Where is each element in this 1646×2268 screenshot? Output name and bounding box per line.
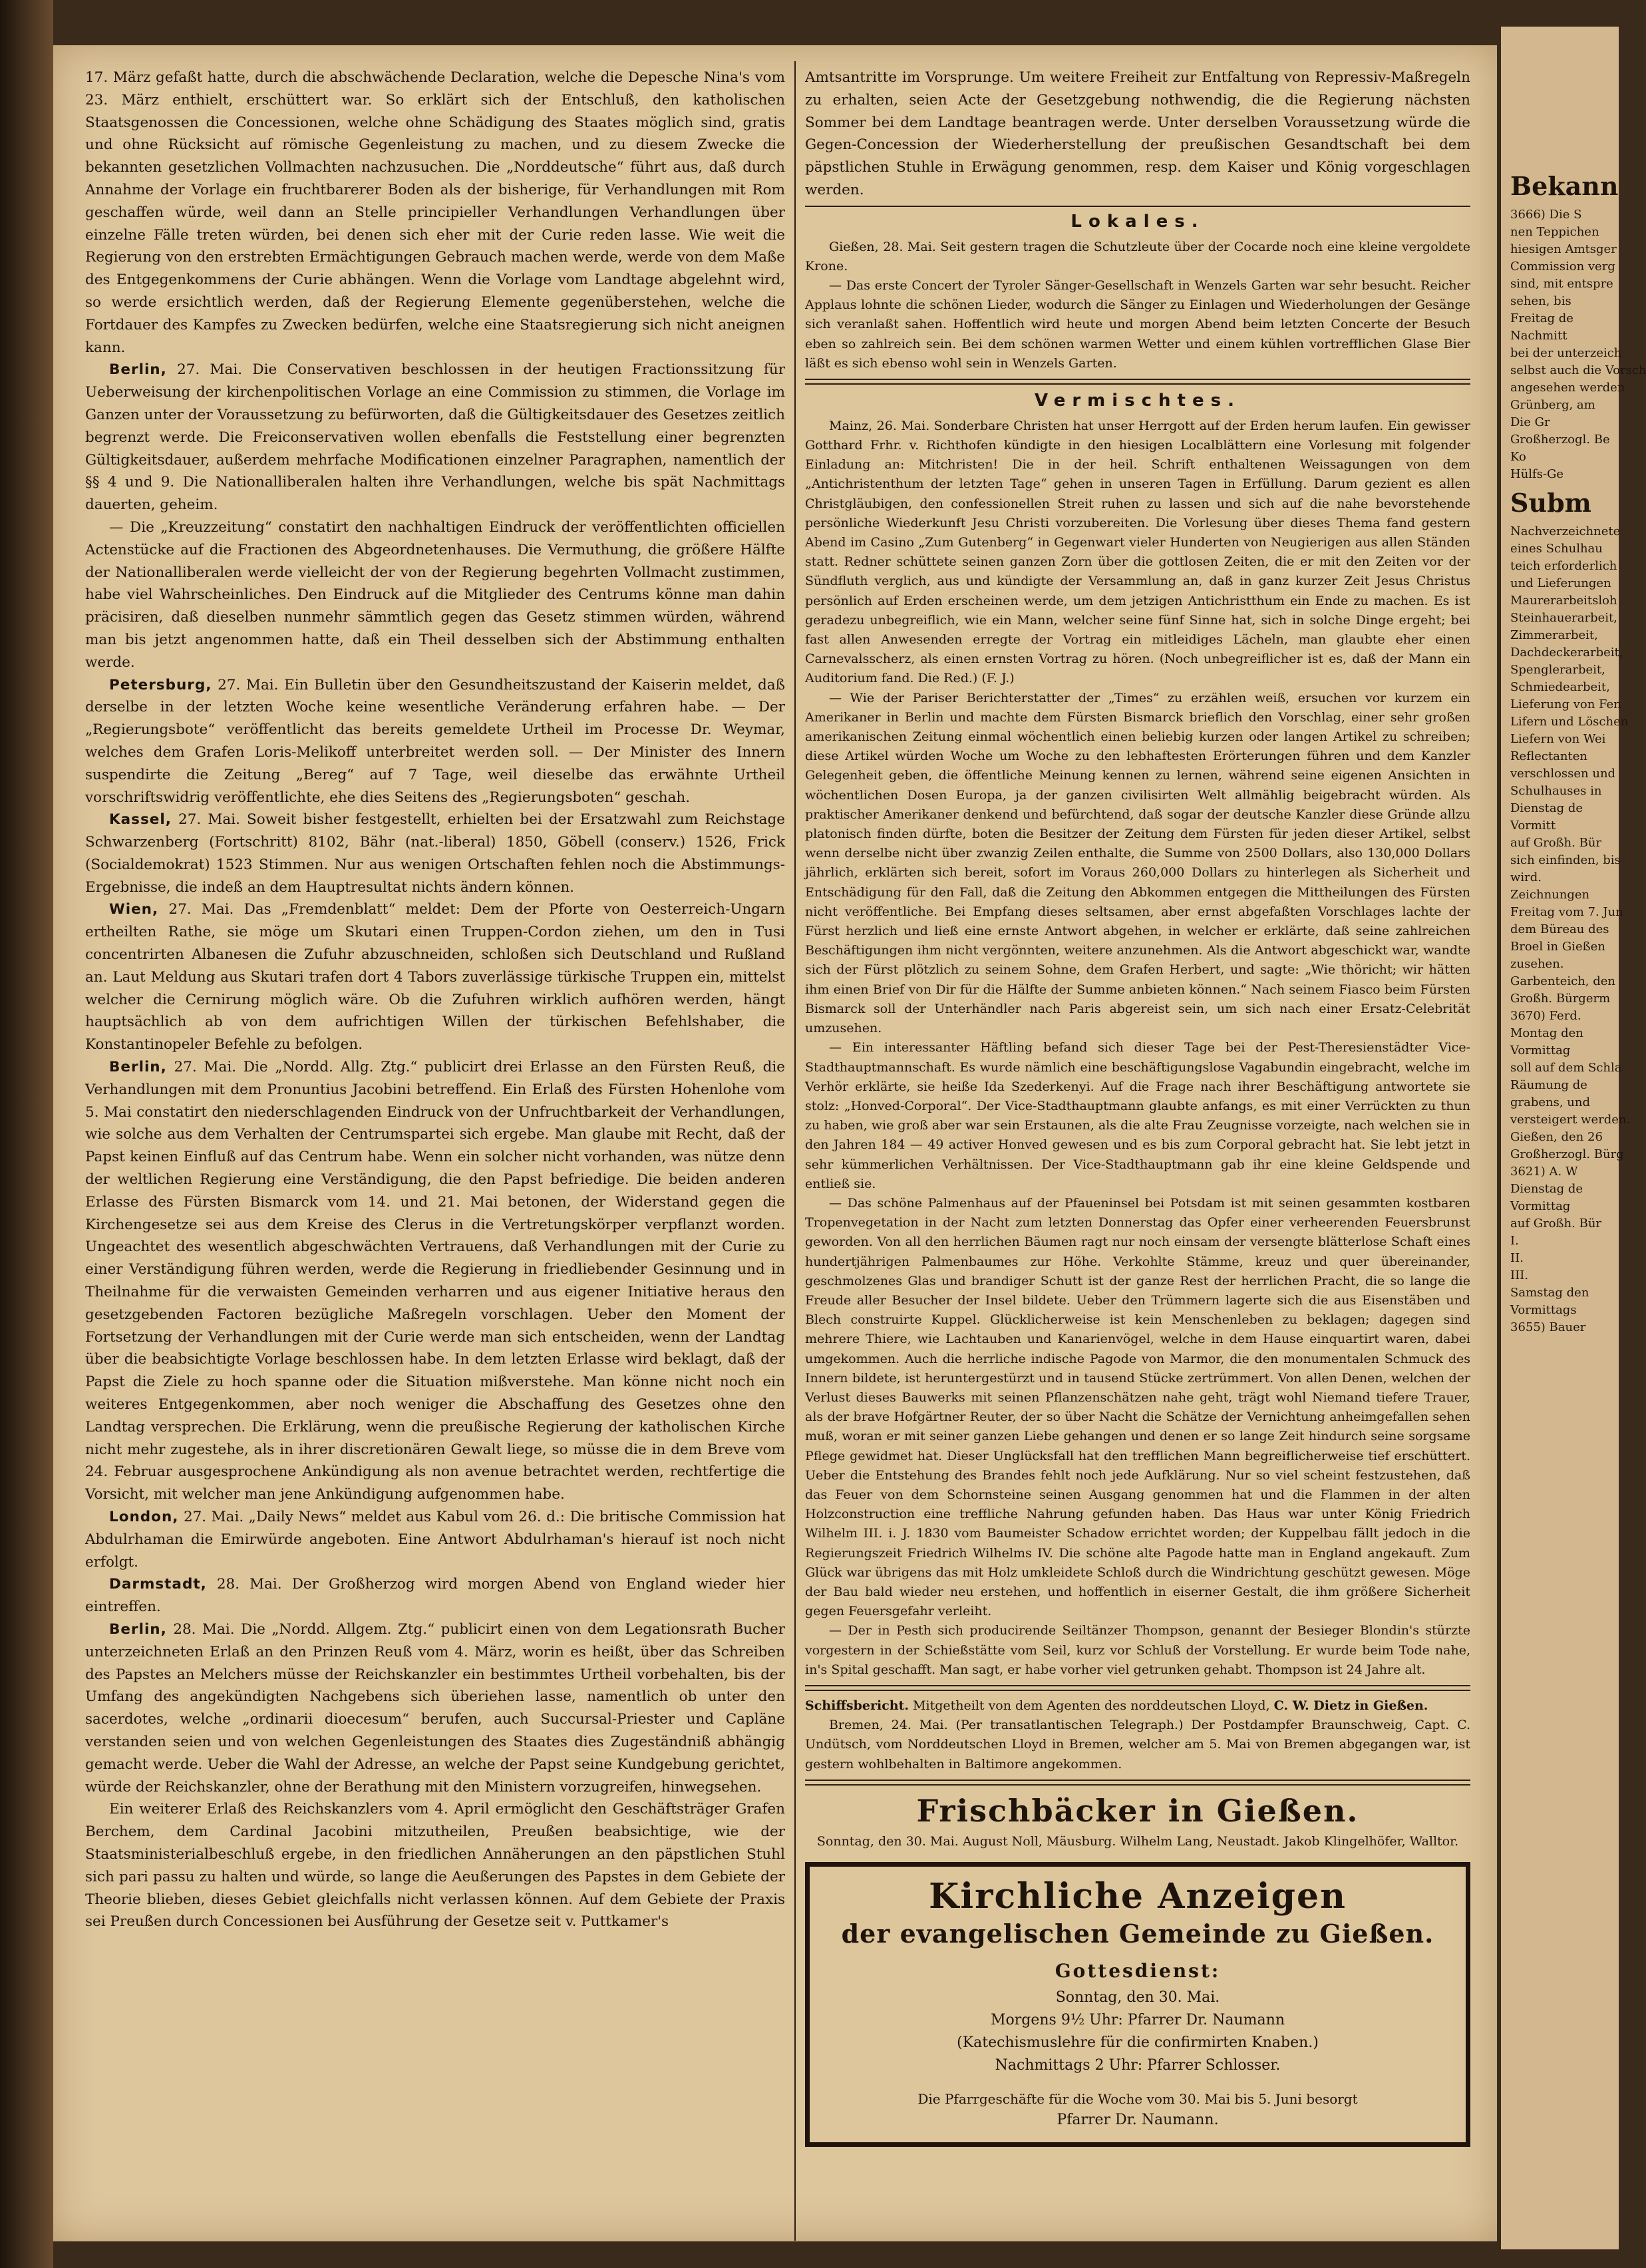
dateline-city: Berlin, bbox=[109, 361, 167, 379]
adjacent-text-line: 3621) A. W bbox=[1510, 1165, 1578, 1179]
adjacent-text-line: Dachdeckerarbeit, bbox=[1510, 646, 1623, 660]
adjacent-text-line: Freitag vom 7. Jun bbox=[1510, 905, 1623, 919]
adjacent-text-line: Vormittag bbox=[1510, 1043, 1571, 1057]
church-service-heading: Gottesdienst: bbox=[1055, 1960, 1221, 1983]
dateline-city: Kassel, bbox=[109, 811, 172, 829]
schiffsbericht-intro: Mitgetheilt von dem Agenten des norddeutschen Lloyd, bbox=[913, 1698, 1270, 1713]
news-text: 27. Mai. Das „Fremdenblatt“ meldet: Dem der Pforte von Oesterreich-Ungarn ertheilten Rathe, sie möge um Skutari einen Truppen-Cordon ziehen, um den in Tusi concentrirten Albanesen die Zufuhr abzuschneiden, schloßen sich Deutschland und Rußland an. Laut Meldung aus Skutari trafen dort 4 Tabors zuverlässige türkische Truppen ein, mittelst welcher die Cernirung möglich wäre. Ob die Zufuhren wirklich aufhören werden, hängt hauptsächlich ab von dem aufrichtigen Willen der türkischen Befehlshaber, die Konstantinopeler Befehle zu befolgen. bbox=[85, 901, 786, 1053]
adjacent-text-line: Gießen, den 26 bbox=[1510, 1130, 1603, 1144]
news-item: Gießen, 28. Mai. Seit gestern tragen die Schutzleute über der Cocarde noch eine kleine vergoldete Krone. bbox=[805, 239, 1470, 274]
news-text: 27. Mai. Ein Bulletin über den Gesundheitszustand der Kaiserin meldet, daß derselbe in der letzten Woche keine wesentliche Veränderung erfahren habe. — Der „Regierungsbote“ veröffentlicht das bereits gemeldete Urtheil im Processe Dr. Weymar, welches dem Grafen Loris-Melikoff unterbreitet werden soll. — Der Minister des Innern suspendirte die Zeitung „Bereg“ auf 7 Tage, weil dieselbe das erwähnte Urtheil vorschriftswidrig veröffentlichte, ehe dies Seitens des „Regierungsboten“ geschah. bbox=[85, 676, 785, 806]
adjacent-text-line: Ko bbox=[1510, 450, 1526, 464]
adjacent-text-line: Liefern von Wei bbox=[1510, 732, 1606, 746]
adjacent-text-line: teich erforderlich bbox=[1510, 559, 1617, 573]
dateline-city: Berlin, bbox=[109, 1620, 167, 1638]
adjacent-text-line: auf Großh. Bür bbox=[1510, 1217, 1602, 1230]
church-notice-title: Kirchliche Anzeigen bbox=[929, 1876, 1347, 1917]
news-text: 27. Mai. Die Conservativen beschlossen in der heutigen Fractionssitzung für Ueberweisung der kirchenpolitischen Vorlage an eine Commission zu stimmen, die Vorlage im Ganzen unter der Voraussetzung zu befürworten, daß die Gültigkeitsdauer des Gesetzes zeitlich begrenzt werde. Die Freiconservativen wollen ebenfalls die Feststellung einer begrenzten Gültigkeitsdauer, außerdem mehrfache Modificationen einzelner Paragraphen, namentlich der §§ 4 und 9. Die Nationalliberalen halten ihre Verhandlungen, welche bis spät Nachmittags dauerten, geheim. bbox=[85, 361, 785, 514]
adjacent-text-line: Großh. Bürgerm bbox=[1510, 992, 1611, 1006]
adjacent-text-line: Spenglerarbeit, bbox=[1510, 663, 1605, 677]
adjacent-text-line: bei der unterzeich bbox=[1510, 346, 1622, 360]
news-item: — Der in Pesth sich producirende Seiltänzer Thompson, genannt der Besieger Blondin's stürzte vorgestern in der Schießstätte vom Seil, kurz vor Schluß der Vorstellung. Er wurde beim Tode nahe, in's Spital geschafft. Man sagt, er habe vorher viel getrunken gehabt. Thompson ist 24 Jahre alt. bbox=[805, 1623, 1470, 1677]
news-item bbox=[85, 898, 785, 1056]
adjacent-text-line: II. bbox=[1510, 1251, 1524, 1265]
news-text: — Die „Kreuzzeitung“ constatirt den nachhaltigen Eindruck der veröffentlichten officiellen Actenstücke auf die Fractionen des Abgeordnetenhauses. Die Vermuthung, die größere Hälfte der Nationalliberalen werde vielleicht der von der Regierung begehrten Vollmacht zustimmen, habe viel Wahrscheinliches. Den Eindruck auf die Mitglieder des Centrums könne man dahin präcisiren, daß dieselben nunmehr sämmtlich gegen das Gesetz stimmen würden, während man bis jetzt angenommen hatte, daß ein Theil desselben sich der Abstimmung enthalten werde. bbox=[85, 518, 785, 671]
adjacent-text-line: I. bbox=[1510, 1234, 1519, 1248]
adjacent-text-line: dem Büreau des bbox=[1510, 922, 1609, 936]
right-column bbox=[805, 67, 1470, 2147]
dateline-city: Berlin, bbox=[109, 1059, 167, 1076]
church-notice-box bbox=[805, 1862, 1470, 2147]
adjacent-text-line: Nachverzeichnete bbox=[1510, 524, 1621, 538]
adjacent-text-line: sehen, bis bbox=[1510, 294, 1571, 308]
adjacent-text-line: selbst auch die Vorsch bbox=[1510, 363, 1646, 377]
news-item: — Das schöne Palmenhaus auf der Pfaueninsel bei Potsdam ist mit seinen gesammten kostbaren Tropenvegetation in der Nacht zum letzten Donnerstag das Opfer einer verheerenden Feuersbrunst geworden. Von all den herrlichen Bäumen ragt nur noch einsam der versengte blätterlose Schaft eines hundertjährigen Palmenbaumes zur Höhe. Verkohlte Stämme, kreuz und quer übereinander, geschmolzenes Glas und brandiger Schutt ist der ganze Rest der herrlichen Pracht, die so lange die Freude aller Besucher der Insel bildete. Ueber den Trümmern lagerte sich die aus Eisenstäben und Blech construirte Kuppel. Glücklicherweise ist kein Menschenleben zu beklagen; dagegen sind mehrere Thiere, wie Lachtauben und Kanarienvögel, welche in dem Hause einquartirt waren, dabei umgekommen. Auch die herrliche indische Pagode von Marmor, die den monumentalen Schmuck des Innern bildete, ist heruntergestürzt und in tausend Stücke zertrümmert. Von allen Denen, welchen der Verlust dieses Bauwerks mit seinen Pflanzenschätzen nahe geht, trägt wohl Niemand tiefere Trauer, als der brave Hofgärtner Reuter, der so über Nacht die Schätze der Vernichtung anheimgefallen sehen muß, woran er mit seiner ganzen Liebe gehangen und denen er so lange Zeit hindurch seine sorgsame Pflege gewidmet hat. Dieser Unglücksfall hat den trefflichen Mann begreiflicherweise tief erschüttert. Ueber die Entstehung des Brandes fehlt noch jede Aufklärung. Nur so viel scheint festzustehen, daß das Feuer von dem Schornsteine seinen Ausgang genommen hat und die Flammen in der alten Holzconstruction eine treffliche Nahrung gefunden haben. Das Haus war unter König Friedrich Wilhelm III. i. J. 1830 vom Baumeister Schadow errichtet worden; der Kuppelbau fällt jedoch in die Regierungszeit Friedrich Wilhelms IV. Die schöne alte Pagode hatte man in England angekauft. Zum Glück war übrigens das mit Holz umkleidete Schloß durch die Windrichtung geschützt gewesen. Möge der Bau bald wieder neu erstehen, und hoffentlich in eiserner Gestalt, die ihm größere Sicherheit gegen Feuersgefahr verleiht. bbox=[805, 1195, 1470, 1619]
vermischtes-heading: Vermischtes. bbox=[1035, 391, 1241, 411]
adjacent-text-line: III. bbox=[1510, 1268, 1529, 1282]
adjacent-text-line: Vormittag bbox=[1510, 1199, 1571, 1213]
adjacent-text-line: Lifern und Löschen bbox=[1510, 715, 1629, 729]
schiffsbericht bbox=[805, 1696, 1470, 1774]
adjacent-text-line: Freitag de bbox=[1510, 311, 1573, 325]
news-item bbox=[85, 1798, 785, 1933]
news-item bbox=[85, 674, 785, 809]
adjacent-text-line: Zimmerarbeit, bbox=[1510, 628, 1598, 642]
adjacent-text-line: angesehen werden bbox=[1510, 381, 1625, 395]
church-service-morning-note: (Katechismuslehre für die confirmirten Knaben.) bbox=[957, 2034, 1319, 2051]
adjacent-text-line: Großherzogl. Be bbox=[1510, 433, 1610, 447]
church-service-morning: Morgens 9½ Uhr: Pfarrer Dr. Naumann bbox=[991, 2011, 1285, 2028]
book-spine bbox=[0, 0, 53, 2268]
dateline-city: London, bbox=[109, 1509, 179, 1525]
adjacent-text-line: Lieferung von Fen bbox=[1510, 697, 1621, 711]
adjacent-text-line: 3655) Bauer bbox=[1510, 1320, 1586, 1334]
adjacent-text-line: Reflectanten bbox=[1510, 749, 1587, 763]
adjacent-text-line: Räumung de bbox=[1510, 1078, 1587, 1092]
lokales-heading: Lokales. bbox=[1070, 211, 1205, 232]
adjacent-text-line: auf Großh. Bür bbox=[1510, 836, 1602, 850]
schiffsbericht-text: Bremen, 24. Mai. (Per transatlantischen Telegraph.) Der Postdampfer Braunschweig, Capt. C. Undütsch, vom Norddeutschen Lloyd in Bremen, welcher am 5. Mai von Bremen abgegangen war, ist gestern wohlbehalten in Baltimore angekommen. bbox=[805, 1718, 1470, 1772]
adjacent-text-line: Maurerarbeitsloh bbox=[1510, 594, 1617, 608]
news-item bbox=[85, 359, 785, 516]
news-item bbox=[85, 516, 785, 674]
adjacent-text-line: Bekann bbox=[1510, 171, 1619, 201]
divider bbox=[805, 1780, 1470, 1786]
news-text: 27. Mai. „Daily News“ meldet aus Kabul vom 26. d.: Die britische Commission hat Abdulrhaman die Emirwürde angeboten. Eine Antwort Abdulrhaman's hierauf ist noch nicht erfolgt. bbox=[85, 1509, 785, 1571]
adjacent-text-line: Schulhauses in bbox=[1510, 784, 1602, 798]
adjacent-text-line: versteigert werden. bbox=[1510, 1113, 1631, 1127]
adjacent-text-line: Samstag den bbox=[1510, 1286, 1589, 1300]
adjacent-text-line: Dienstag de bbox=[1510, 1182, 1583, 1196]
news-item: — Wie der Pariser Berichterstatter der „Times“ zu erzählen weiß, ersuchen vor kurzem ein Amerikaner in Berlin und machte dem Fürsten Bismarck brieflich den Vorschlag, einer sehr großen amerikanischen Zeitung einmal wöchentlich einen beliebig kurzen oder langen Artikel zu schreiben; diese Artikel würden Woche um Woche zu den lebhaftesten Erörterungen führen und dem Kanzler Gelegenheit geben, die öffentliche Meinung kennen zu lernen, während seine eigenen Ansichten in wöchentlichen Dosen Europa, ja der ganzen civilisirten Welt allmählig beigebracht würden. Als praktischer Amerikaner denkend und befürchtend, daß sogar der deutsche Kanzler diese Gründe allzu platonisch finden dürfte, boten die Besitzer der Zeitung dem Fürsten für jeden dieser Artikel, selbst wenn derselbe nicht über zwanzig Zeilen enthalte, die Summe von 2500 Dollars, also 130,000 Dollars jährlich, erklärten sich bereit, sofort im Voraus 260,000 Dollars zu hinterlegen als Sicherheit und Entschädigung für den Fall, daß die Zeitung den Abkommen entgegen die Mittheilungen des Fürsten nicht veröffentliche. Bei Empfang dieses seltsamen, aber ernst abgefaßten Vorschlages lachte der Fürst herzlich und ließ eine ernste Antwort abgehen, in welcher er erklärte, daß seine zahlreichen Beschäftigungen ihm nicht vergönnten, weitere anzunehmen. Als die Antwort abgeschickt war, wandte sich der Fürst plötzlich zu seinem Sohne, dem Grafen Herbert, und sagte: „Wie thöricht; wir hätten ihm einen Brief von Dir für die Hälfte der Summe anbieten können.“ Nach seinem Fiasco beim Fürsten Bismarck soll der Unterhändler nach Paris abgereist sein, um sich nach einer Ersatz-Celebrität umzusehen. bbox=[805, 690, 1470, 1036]
news-text: 17. März gefaßt hatte, durch die abschwächende Declaration, welche die Depesche Nina's vom 23. März enthielt, erschüttert war. So erklärt sich der Entschluß, den katholischen Staatsgenossen die Concessionen, welche ohne Schädigung des Staates möglich sind, gratis und ohne Rücksicht auf römische Gegenleistung zu machen, und zu diesem Zwecke die bekannten gesetzlichen Vollmachten nachzusuchen. Die „Norddeutsche“ führt aus, daß durch Annahme der Vorlage ein fruchtbarerer Boden als der bisherige, für Verhandlungen mit Rom geschaffen würde, weil dann an Stelle principieller Verhandlungen Verhandlungen über einzelne Fälle treten würden, bei denen sich eher mit der Curie reden lasse. Wie weit die Regierung von den erstrebten Ermächtigungen Gebrauch machen werde, werde von dem Maße des Entgegenkommens der Curie abhängen. Wenn die Vorlage vom Landtage abgelehnt wird, so werde ersichtlich werden, daß der Regierung Elemente gegenüberstehen, welche die Fortdauer des Kampfes zu Zwecken bedürfen, welche eine Staatsregierung sich nicht aneignen kann. bbox=[85, 69, 785, 356]
adjacent-text-line: Steinhauerarbeit, bbox=[1510, 611, 1617, 625]
adjacent-text-line: sind, mit entspre bbox=[1510, 277, 1613, 291]
adjacent-text-line: Nachmitt bbox=[1510, 329, 1567, 343]
adjacent-text-line: soll auf dem Schla bbox=[1510, 1061, 1622, 1075]
adjacent-text-line: wird. bbox=[1510, 870, 1542, 884]
adjacent-text-line: Vormitt bbox=[1510, 819, 1556, 833]
divider bbox=[805, 379, 1470, 385]
adjacent-text-line: nen Teppichen bbox=[1510, 225, 1599, 239]
news-item bbox=[85, 1618, 785, 1798]
adjacent-text-line: Hülfs-Ge bbox=[1510, 467, 1564, 481]
frischbaecker-line: Sonntag, den 30. Mai. August Noll, Mäusburg. Wilhelm Lang, Neustadt. Jakob Klingelhöfer, Walltor. bbox=[816, 1833, 1459, 1849]
adjacent-text-line: Vormittags bbox=[1510, 1303, 1577, 1317]
schiffsbericht-agent: C. W. Dietz in Gießen. bbox=[1273, 1698, 1428, 1713]
adjacent-text-line: hiesigen Amtsger bbox=[1510, 242, 1617, 256]
dateline-city: Petersburg, bbox=[109, 676, 212, 693]
adjacent-text-line: Die Gr bbox=[1510, 415, 1550, 429]
news-text: 28. Mai. Der Großherzog wird morgen Abend von England wieder hier eintreffen. bbox=[85, 1576, 785, 1616]
adjacent-page-edge bbox=[1497, 27, 1646, 2249]
adjacent-text-line: 3666) Die S bbox=[1510, 208, 1582, 222]
adjacent-text-line: Grünberg, am bbox=[1510, 398, 1595, 412]
column-rule bbox=[794, 61, 796, 2241]
adjacent-text-line: und Lieferungen bbox=[1510, 576, 1611, 590]
lokales-list bbox=[805, 238, 1470, 373]
church-service-afternoon: Nachmittags 2 Uhr: Pfarrer Schlosser. bbox=[995, 2056, 1281, 2074]
adjacent-text-line: eines Schulhau bbox=[1510, 542, 1603, 556]
news-item: — Ein interessanter Häftling befand sich dieser Tage bei der Pest-Theresienstädter Vice-Stadthauptmannschaft. Es wurde nämlich eine beschäftigungslose Vagabundin eingebracht, welche im Verhör erklärte, sie heiße Ida Szederkenyi. Auf die Frage nach ihrer Beschäftigung antwortete sie stolz: „Honved-Corporal“. Der Vice-Stadthauptmann glaubte anfangs, es mit einer Verrückten zu thun zu haben, wie groß aber war sein Erstaunen, als die alte Frau Zeugnisse vorzeigte, nach welchen sie in den Jahren 184 — 49 activer Honved gewesen und es bis zum Corporal gebracht hat. Sie lebt jetzt in sehr kümmerlichen Verhältnissen. Der Vice-Stadthauptmann gab ihr eine kleine Geldspende und entließ sie. bbox=[805, 1040, 1470, 1191]
news-item: Mainz, 26. Mai. Sonderbare Christen hat unser Herrgott auf der Erden herum laufen. Ein gewisser Gotthard Frhr. v. Richthofen kündigte in den hiesigen Localblättern eine Vorlesung mit folgender Einladung an: Mitchristen! Die in der heil. Schrift enthaltenen Weissagungen von dem „Antichristenthum der letzten Tage“ gehen in unseren Tagen in Erfüllung. Darum gezient es allen Christgläubigen, den confessionellen Streit ruhen zu lassen und sich auf die nahe bevorstehende persönliche Wiederkunft Jesu Christi vorzubereiten. Die Vorlesung über dieses Thema fand gestern Abend im Casino „Zum Gutenberg“ in Gegenwart vieler Hunderten von Neugierigen aus allen Ständen statt. Redner schüttete seinen ganzen Zorn über die gottlosen Zeiten, die er mit den Zeiten vor der Sündfluth verglich, aus und kündigte der Versammlung an, daß in ganz kurzer Zeit Jesus Christus persönlich auf Erden erscheinen werde, um dem jetzigen Antichristthum ein Ende zu machen. Es ist geradezu unbegreiflich, wie ein Mann, welcher seine fünf Sinne hat, sich in solche Dinge ergeht; bei fast allen Anwesenden erregte der Vortrag ein mitleidiges Lächeln, man glaubte eher einen Carnevalsscherz, als einen ernsten Vortrag zu hören. (Noch unbegreiflicher ist es, daß der Mann ein Auditorium fand. Die Red.) (F. J.) bbox=[805, 418, 1470, 686]
news-item bbox=[85, 1506, 785, 1573]
adjacent-text-line: sich einfinden, bis bbox=[1510, 853, 1621, 867]
schiffsbericht-label: Schiffsbericht. bbox=[805, 1698, 909, 1713]
church-office-pastor: Pfarrer Dr. Naumann. bbox=[1057, 2111, 1219, 2128]
news-text: 27. Mai. Soweit bisher festgestellt, erhielten bei der Ersatzwahl zum Reichstage Schwarzenberg (Fortschritt) 8102, Bähr (nat.-liberal) 1850, Göbell (conserv.) 1526, Frick (Socialdemokrat) 1523 Stimmen. Nur aus wenigen Ortschaften fehlen noch die Abstimmungs-Ergebnisse, die indeß an dem Hauptresultat nichts ändern können. bbox=[85, 811, 785, 896]
church-office-note: Die Pfarrgeschäfte für die Woche vom 30. Mai bis 5. Juni besorgt bbox=[917, 2090, 1358, 2107]
news-item bbox=[85, 1573, 785, 1618]
adjacent-text-line: Subm bbox=[1510, 488, 1591, 518]
adjacent-text-line: Dienstag de bbox=[1510, 801, 1583, 815]
news-item bbox=[85, 1056, 785, 1506]
continued-article: Amtsantritte im Vorsprunge. Um weitere Freiheit zur Entfaltung von Repressiv-Maßregeln zu erhalten, seien Acte der Gesetzgebung nothwendig, die die Regierung nächsten Sommer bei dem Landtage beantragen werde. Unter derselben Voraussetzung würde die Gegen-Concession der Wiederherstellung der preußischen Gesandtschaft bei dem päpstlichen Stuhle in Erwägung genommen, resp. dem Kaiser und König vorgeschlagen werden. bbox=[805, 69, 1470, 198]
adjacent-text-line: grabens, und bbox=[1510, 1095, 1591, 1109]
dateline-city: Wien, bbox=[109, 901, 159, 918]
divider bbox=[805, 206, 1470, 207]
adjacent-text-line: verschlossen und bbox=[1510, 767, 1616, 781]
news-item: — Das erste Concert der Tyroler Sänger-Gesellschaft in Wenzels Garten war sehr besucht. Reicher Applaus lohnte die schönen Lieder, wodurch die Sänger zu Einlagen und Wiederholungen der Gesänge sich veranlaßt sahen. Hoffentlich wird heute und morgen Abend beim letzten Concerte der Besuch eben so zahlreich sein. Bei dem schönen warmen Wetter und einem kühlen vortrefflichen Glase Bier läßt es sich ebenso wohl sein in Wenzels Garten. bbox=[805, 278, 1470, 371]
adjacent-text-line: 3670) Ferd. bbox=[1510, 1009, 1581, 1023]
church-service-date: Sonntag, den 30. Mai. bbox=[1055, 1988, 1220, 2006]
news-item bbox=[85, 809, 785, 898]
adjacent-text-line: Zeichnungen bbox=[1510, 888, 1590, 902]
left-column bbox=[85, 67, 785, 1933]
vermischtes-list bbox=[805, 417, 1470, 1680]
news-text: 28. Mai. Die „Nordd. Allgem. Ztg.“ publicirt einen von dem Legationsrath Bucher unterzeichneten Erlaß an den Prinzen Reuß vom 4. März, worin es heißt, über das Schreiben des Papstes an Melchers müsse der Reichskanzler ein bestimmtes Urtheil vorbehalten, bis der Umfang des angekündigten Nachgebens sich überiehen lasse, namentlich ob unter den sacerdotes, welche „ordinarii dioecesum“ berufen, auch Succursal-Priester und Capläne verstanden seien und von welchen Gegenleistungen des Staates dies Zugeständniß abhängig gemacht werde. Ueber die Wahl der Adresse, an welche der Papst seine Kundgebung gerichtet, würde der Reichskanzler, ohne der Berathung mit den Ministern vorzugreifen, hinwegsehen. bbox=[85, 1620, 785, 1796]
divider bbox=[805, 1685, 1470, 1691]
adjacent-text-line: Montag den bbox=[1510, 1026, 1583, 1040]
adjacent-text-line: Schmiedearbeit, bbox=[1510, 680, 1610, 694]
adjacent-text-line: Broel in Gießen bbox=[1510, 940, 1605, 954]
adjacent-page-text bbox=[1501, 27, 1646, 1336]
adjacent-text-line: Großherzogl. Bürg bbox=[1510, 1147, 1624, 1161]
news-text: 27. Mai. Die „Nordd. Allg. Ztg.“ publicirt drei Erlasse an den Fürsten Reuß, die Verhandlungen mit dem Pronuntius Jacobini betreffend. Ein Erlaß des Fürsten Hohenlohe vom 5. Mai constatirt den niederschlagenden Eindruck von der Unfruchtbarkeit der Verhandlungen, wie solche aus dem Verhalten der Centrumspartei sich ergebe. Man glaube mit Recht, daß der Papst keinen Einfluß auf das Centrum habe. Wenn ein solcher nicht vorhanden, was nütze denn der weltlichen Regierung eine Verständigung, die den Papst befriedige. Die beiden anderen Erlasse des Fürsten Bismarck vom 14. und 21. Mai betonen, der Widerstand gegen die Kirchengesetze sei aus dem Kreise des Clerus in die Vertretungskörper verpflanzt worden. Ungeachtet des wesentlich abgeschwächten Vertrauens, daß Verhandlungen mit der Curie zu einer Verständigung führen werden, werde die Regierung in friedliebender Gesinnung und in Theilnahme für die verwaisten Gemeinden verharren und aus eigener Initiative heraus den gesetzgebenden Factoren bezügliche Maßregeln vorschlagen. Ueber den Moment der Fortsetzung der Verhandlungen mit der Curie werde man sich entscheiden, wenn der Landtag über die beabsichtigte Vorlage beschlossen habe. In dem letzten Erlasse wird beklagt, daß der Papst die Ziele zu hoch spanne oder die Situation mißverstehe. Man könne nicht noch ein weiteres Entgegenkommen, aber noch weniger die Abschaffung des Gesetzes ohne den Landtag versprechen. Die Erklärung, wenn die preußische Regierung der katholischen Kirche nicht mehr zugestehe, als in ihrer discretionären Gewalt liege, so müsse die in dem Breve vom 24. Februar ausgesprochene Ankündigung als non avenue betrachtet werden, rechtfertige die Vorsicht, mit welcher man jene Ankündigung aufgenommen habe. bbox=[85, 1059, 785, 1503]
church-notice-subtitle: der evangelischen Gemeinde zu Gießen. bbox=[841, 1919, 1434, 1949]
adjacent-text-line: Garbenteich, den bbox=[1510, 974, 1616, 988]
dateline-city: Darmstadt, bbox=[109, 1576, 207, 1593]
frischbaecker-title: Frischbäcker in Gießen. bbox=[916, 1792, 1359, 1829]
news-item bbox=[85, 67, 785, 359]
adjacent-text-line: zusehen. bbox=[1510, 957, 1564, 971]
news-text: Ein weiterer Erlaß des Reichskanzlers vom 4. April ermöglicht den Geschäftsträger Grafen Berchem, dem Cardinal Jacobini mitzutheilen, Preußen beabsichtige, wie der Staatsministerialbeschluß ergebe, in den friedlichen Annäherungen an den päpstlichen Stuhl sich pari passu zu halten und würde, so lange die Aeußerungen des Papstes in dem Gebiete der Theorie blieben, dieses Gebiet gleichfalls nicht verlassen können. Auf dem Gebiete der Praxis sei Preußen durch Concessionen bei Ausführung der Gesetze seit v. Puttkamer's bbox=[85, 1801, 785, 1931]
adjacent-text-line: Commission verg bbox=[1510, 260, 1615, 274]
